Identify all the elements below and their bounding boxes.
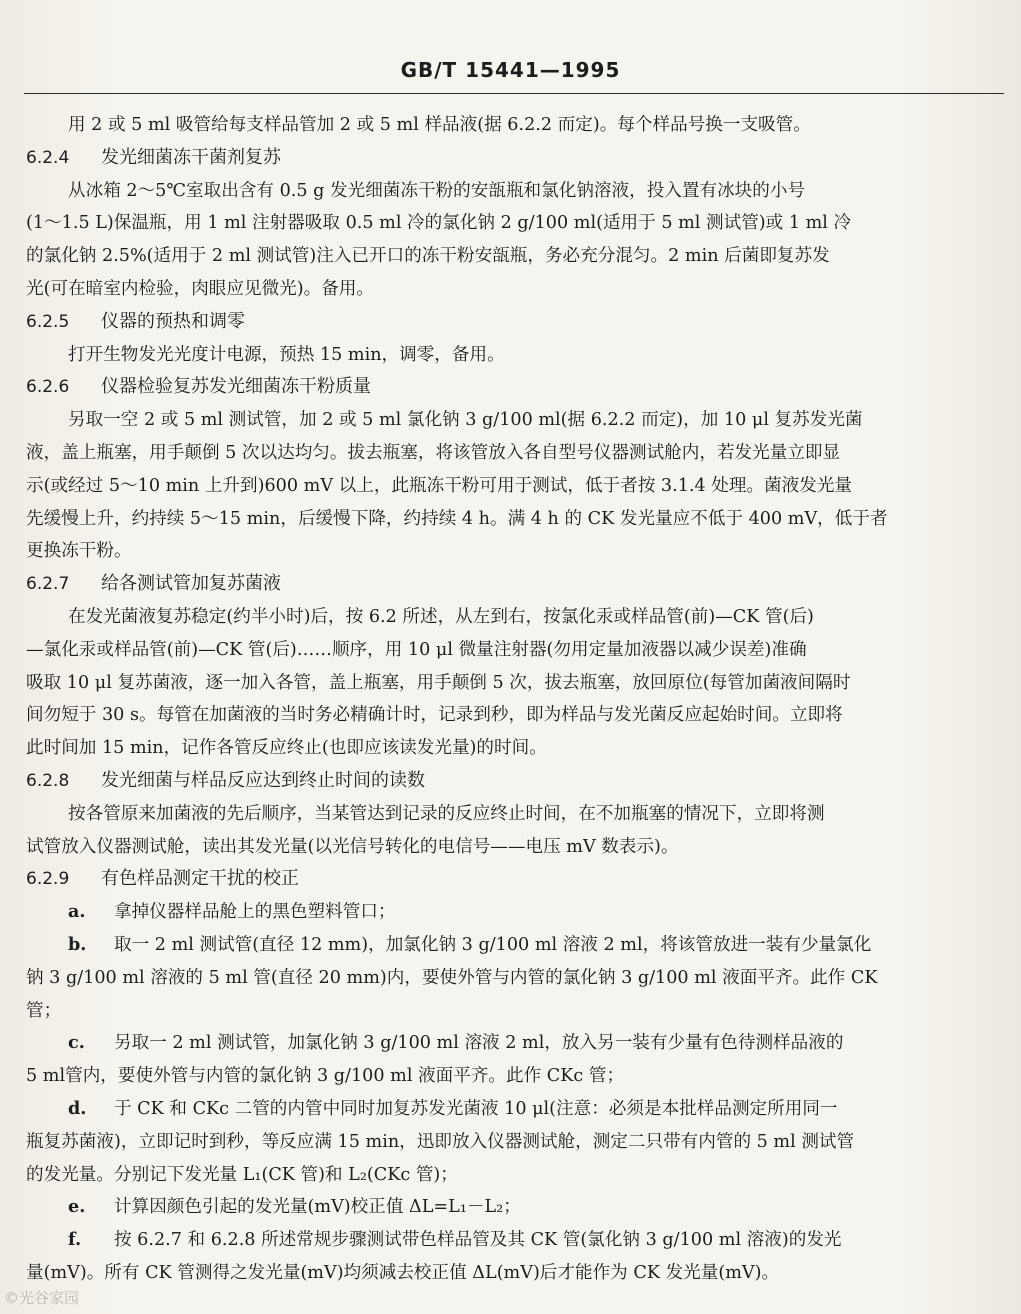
body-text-line: 瓶复苏菌液)，立即记时到秒，等反应满 15 min，迅即放入仪器测试舱，测定二只带有内管的 5 ml 测试管: [26, 1131, 855, 1152]
body-text-line: (1～1.5 L)保温瓶，用 1 ml 注射器吸取 0.5 ml 冷的氯化钠 2 g/100 ml(适用于 5 ml 测试管)或 1 ml 冷: [26, 213, 852, 234]
section-title: 发光细菌冻干菌剂复苏: [101, 146, 281, 168]
list-item: [68, 1194, 521, 1220]
standard-number-header: GB/T 15441—1995: [400, 58, 621, 82]
body-text-line: —氯化汞或样品管(前)—CK 管(后)……顺序，用 10 μl 微量注射器(勿用定量加液器以减少误差)准确: [26, 639, 807, 660]
section-number: 6.2.8: [26, 771, 70, 791]
list-item-label: d.: [68, 1098, 87, 1119]
section-number: 6.2.6: [26, 377, 70, 398]
list-item-text: 另取一 2 ml 测试管，加氯化钠 3 g/100 ml 溶液 2 ml，放入另一装有少量有色待测样品液的: [114, 1033, 844, 1054]
body-text-line: 按各管原来加菌液的先后顺序，当某管达到记录的反应终止时间，在不加瓶塞的情况下，立即将测: [68, 803, 825, 824]
list-item: [68, 1096, 838, 1122]
body-text-line: 更换冻干粉。: [26, 541, 132, 562]
section-number: 6.2.9: [26, 869, 70, 890]
section-number: 6.2.4: [26, 147, 70, 168]
body-text-line: 用 2 或 5 ml 吸管给每支样品管加 2 或 5 ml 样品液(据 6.2.2 而定)。每个样品号换一支吸管。: [68, 115, 811, 135]
list-item: [68, 1030, 843, 1056]
body-text-line: 打开生物发光光度计电源，预热 15 min，调零，备用。: [68, 344, 505, 365]
section-heading: [26, 309, 245, 335]
list-item-text: 于 CK 和 CKc 二管的内管中同时加复苏发光菌液 10 μl(注意：必须是本批样品测定所用同一: [114, 1099, 838, 1119]
section-title: 发光细菌与样品反应达到终止时间的读数: [101, 770, 425, 791]
body-text-line: 另取一空 2 或 5 ml 测试管，加 2 或 5 ml 氯化钠 3 g/100 ml(据 6.2.2 而定)，加 10 μl 复苏发光菌: [68, 410, 863, 431]
section-heading: [26, 145, 281, 171]
body-text-line: 的发光量。分别记下发光量 L₁(CK 管)和 L₂(CKc 管)；: [26, 1164, 458, 1185]
body-text-line: 光(可在暗室内检验，肉眼应见微光)。备用。: [26, 279, 375, 299]
body-text-line: 5 ml管内，要使外管与内管的氯化钠 3 g/100 ml 液面平齐。此作 CKc 管；: [26, 1066, 625, 1087]
body-text-line: 管；: [26, 1000, 62, 1021]
body-text-line: 钠 3 g/100 ml 溶液的 5 ml 管(直径 20 mm)内，要使外管与内管的氯化钠 3 g/100 ml 液面平齐。此作 CK: [26, 967, 878, 988]
list-item-label: b.: [68, 934, 87, 955]
header-rule: [24, 93, 1004, 94]
section-title: 仪器的预热和调零: [101, 310, 245, 332]
section-heading: [26, 374, 371, 400]
section-title: 仪器检验复苏发光细菌冻干粉质量: [101, 376, 371, 398]
list-item-text: 计算因颜色引起的发光量(mV)校正值 ΔL=L₁－L₂；: [114, 1197, 521, 1218]
body-text-line: 此时间加 15 min，记作各管反应终止(也即应该读发光量)的时间。: [26, 738, 547, 759]
section-heading: [26, 571, 281, 597]
list-item-text: 拿掉仪器样品舱上的黑色塑料管口；: [114, 902, 396, 923]
body-text-line: 试管放入仪器测试舱，读出其发光量(以光信号转化的电信号——电压 mV 数表示)。: [26, 836, 679, 857]
list-item-label: e.: [68, 1196, 86, 1218]
list-item: [68, 1227, 842, 1253]
list-item: [68, 899, 396, 925]
watermark: ©光谷家园: [4, 1289, 80, 1307]
body-text-line: 先缓慢上升，约持续 5～15 min，后缓慢下降，约持续 4 h。满 4 h 的 CK 发光量应不低于 400 mV，低于者: [26, 508, 888, 529]
body-text-line: 示(或经过 5～10 min 上升到)600 mV 以上，此瓶冻干粉可用于测试，低于者按 3.1.4 处理。菌液发光量: [26, 475, 853, 496]
body-text-line: 间勿短于 30 s。每管在加菌液的当时务必精确计时，记录到秒，即为样品与发光菌反应起始时间。立即将: [26, 705, 843, 726]
section-heading: [26, 866, 299, 892]
section-title: 有色样品测定干扰的校正: [101, 868, 299, 890]
list-item-label: c.: [68, 1032, 85, 1054]
body-text-line: 液，盖上瓶塞，用手颠倒 5 次以达均匀。拔去瓶塞，将该管放入各自型号仪器测试舱内，若发光量立即显: [26, 443, 841, 463]
body-text-line: 量(mV)。所有 CK 管测得之发光量(mV)均须减去校正值 ΔL(mV)后才能作为 CK 发光量(mV)。: [26, 1263, 780, 1283]
body-text-line: 从冰箱 2～5℃室取出含有 0.5 g 发光细菌冻干粉的安瓿瓶和氯化钠溶液，投入置有冰块的小号: [68, 180, 806, 201]
list-item-text: 取一 2 ml 测试管(直径 12 mm)，加氯化钠 3 g/100 ml 溶液 2 ml，将该管放进一装有少量氯化: [114, 935, 872, 955]
section-number: 6.2.5: [26, 311, 70, 332]
section-title: 给各测试管加复苏菌液: [101, 573, 281, 595]
body-text-line: 吸取 10 μl 复苏菌液，逐一加入各管，盖上瓶塞，用手颠倒 5 次，拔去瓶塞，放回原位(每管加菌液间隔时: [26, 672, 851, 693]
list-item-label: a.: [68, 901, 86, 923]
section-heading: [26, 768, 425, 794]
list-item-label: f.: [68, 1229, 82, 1251]
body-text-line: 的氯化钠 2.5%(适用于 2 ml 测试管)注入已开口的冻干粉安瓿瓶，务必充分混匀。2 min 后菌即复苏发: [26, 246, 830, 267]
body-text-line: 在发光菌液复苏稳定(约半小时)后，按 6.2 所述，从左到右，按氯化汞或样品管(前)—CK 管(后): [68, 607, 814, 627]
section-number: 6.2.7: [26, 574, 70, 595]
list-item-text: 按 6.2.7 和 6.2.8 所述常规步骤测试带色样品管及其 CK 管(氯化钠 3 g/100 ml 溶液)的发光: [114, 1230, 842, 1251]
list-item: [68, 932, 871, 958]
